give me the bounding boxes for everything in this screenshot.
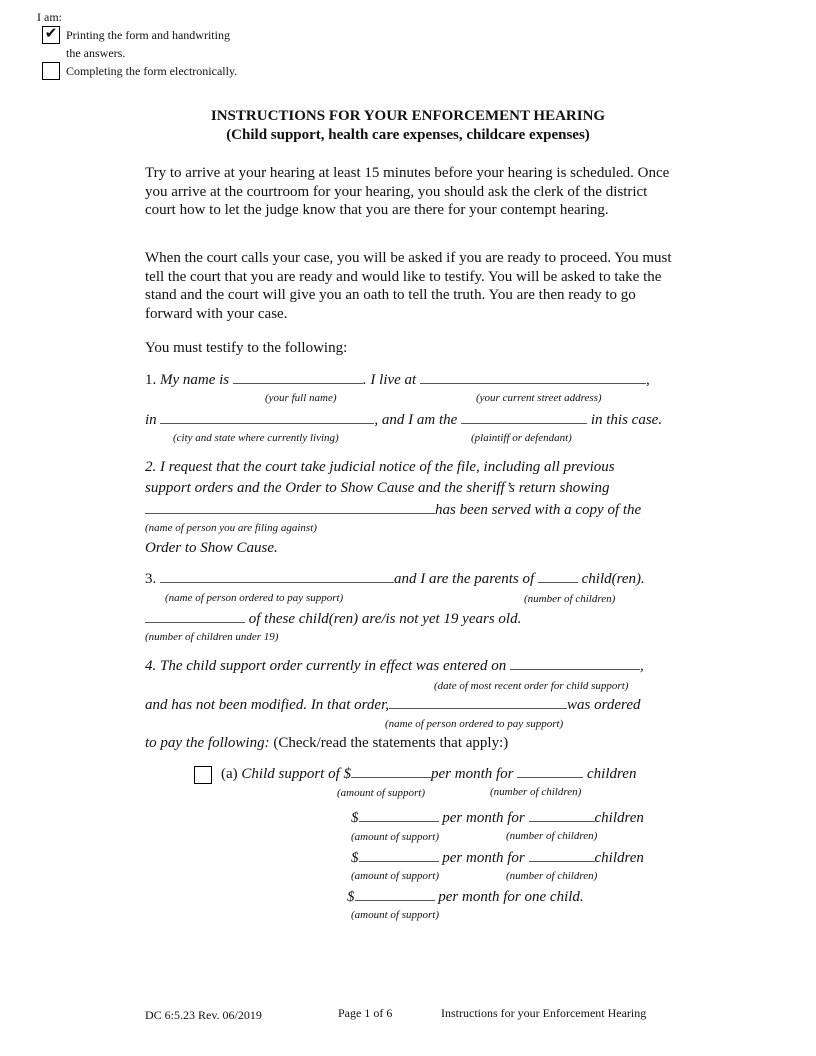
hint-full-name: (your full name) xyxy=(265,392,337,404)
hint-city-state: (city and state where currently living) xyxy=(173,432,339,444)
order-date-field[interactable] xyxy=(510,657,640,670)
intro-paragraph-1: Try to arrive at your hearing at least 15 minutes before your hearing is scheduled. Once you arrive at the courtroom for your hearing, you should ask the clerk of the district court how to let the judge know that you are there for your contempt hearing. xyxy=(145,165,670,218)
item2-line4: Order to Show Cause. xyxy=(145,540,278,556)
footer-page-number: Page 1 of 6 xyxy=(338,1006,393,1020)
support-children-field-2[interactable] xyxy=(529,809,595,822)
intro-paragraph-2: When the court calls your case, you will be asked if you are ready to proceed. You must tell the court that you are ready and would like to testify. You will be asked to take the stand and the court will give you an oath to tell the truth. You are then ready to go forward with your case. xyxy=(145,250,672,322)
item1-row2: in , and I am the in this case. xyxy=(145,412,663,428)
full-name-field[interactable] xyxy=(233,371,363,384)
electronic-option-label: Completing the form electronically. xyxy=(66,64,238,78)
hint-person-filing-against: (name of person you are filing against) xyxy=(145,522,317,534)
hint-number-of-children: (number of children) xyxy=(524,593,616,605)
printing-option-label: Printing the form and handwriting xyxy=(66,28,230,42)
document-title: INSTRUCTIONS FOR YOUR ENFORCEMENT HEARING xyxy=(210,108,606,124)
hint-plaintiff-defendant: (plaintiff or defendant) xyxy=(471,432,572,444)
item4-row2: and has not been modified. In that order, was ordered xyxy=(145,697,641,713)
intro-paragraph-3: You must testify to the following: xyxy=(145,340,348,356)
hint-children-under-19: (number of children under 19) xyxy=(145,631,279,643)
printing-checkbox[interactable] xyxy=(42,26,60,44)
electronic-checkbox[interactable] xyxy=(42,62,60,80)
hint-payer-name: (name of person ordered to pay support) xyxy=(165,592,344,604)
payer-name-field[interactable] xyxy=(160,570,394,583)
support-amount-field-1[interactable] xyxy=(351,765,431,778)
support-row-2: $ per month for children xyxy=(351,810,644,826)
street-address-field[interactable] xyxy=(420,371,646,384)
child-support-checkbox[interactable] xyxy=(194,766,212,784)
hint-ordered-payer: (name of person ordered to pay support) xyxy=(385,718,564,730)
support-row-3: $ per month for children xyxy=(351,850,644,866)
hint-amount-1: (amount of support) xyxy=(337,787,425,799)
item4-row1: 4. The child support order currently in effect was entered on , xyxy=(145,658,644,674)
support-amount-field-4[interactable] xyxy=(355,888,435,901)
support-row-a: (a) Child support of $ per month for children xyxy=(221,766,637,782)
item2-line2: support orders and the Order to Show Cause and the sheriff’s return showing xyxy=(145,480,610,496)
support-children-field-1[interactable] xyxy=(517,765,583,778)
document-subtitle: (Child support, health care expenses, childcare expenses) xyxy=(226,127,590,143)
hint-amount-2: (amount of support) xyxy=(351,831,439,843)
support-children-field-3[interactable] xyxy=(529,849,595,862)
footer-form-id: DC 6:5.23 Rev. 06/2019 xyxy=(145,1008,262,1022)
support-row-4: $ per month for one child. xyxy=(347,889,584,905)
checkmark-icon: ✔ xyxy=(44,24,58,42)
plaintiff-defendant-field[interactable] xyxy=(461,411,587,424)
item2-line3: has been served with a copy of the xyxy=(145,501,641,519)
i-am-label: I am: xyxy=(37,10,62,24)
footer-doc-title: Instructions for your Enforcement Hearing xyxy=(441,1006,647,1020)
hint-order-date: (date of most recent order for child support) xyxy=(434,680,629,692)
item4-row3: to pay the following: (Check/read the statements that apply:) xyxy=(145,735,509,751)
hint-children-1: (number of children) xyxy=(490,786,582,798)
number-of-children-field[interactable] xyxy=(538,570,578,583)
hint-street-address: (your current street address) xyxy=(476,392,602,404)
city-state-field[interactable] xyxy=(160,411,374,424)
item3-row1: 3. and I are the parents of child(ren). xyxy=(145,571,645,587)
hint-children-2: (number of children) xyxy=(506,830,598,842)
support-amount-field-3[interactable] xyxy=(359,849,439,862)
item1-row1: 1. My name is . I live at , xyxy=(145,372,650,388)
item2-line1: 2. I request that the court take judicial notice of the file, including all previous xyxy=(145,459,615,475)
defendant-name-field[interactable] xyxy=(145,501,435,514)
printing-option-label-cont: the answers. xyxy=(66,46,126,60)
item3-row2: of these child(ren) are/is not yet 19 years old. xyxy=(145,610,521,628)
hint-amount-3: (amount of support) xyxy=(351,870,439,882)
children-under-19-field[interactable] xyxy=(145,610,245,623)
hint-amount-4: (amount of support) xyxy=(351,909,439,921)
ordered-payer-field[interactable] xyxy=(389,696,567,709)
support-amount-field-2[interactable] xyxy=(359,809,439,822)
hint-children-3: (number of children) xyxy=(506,870,598,882)
